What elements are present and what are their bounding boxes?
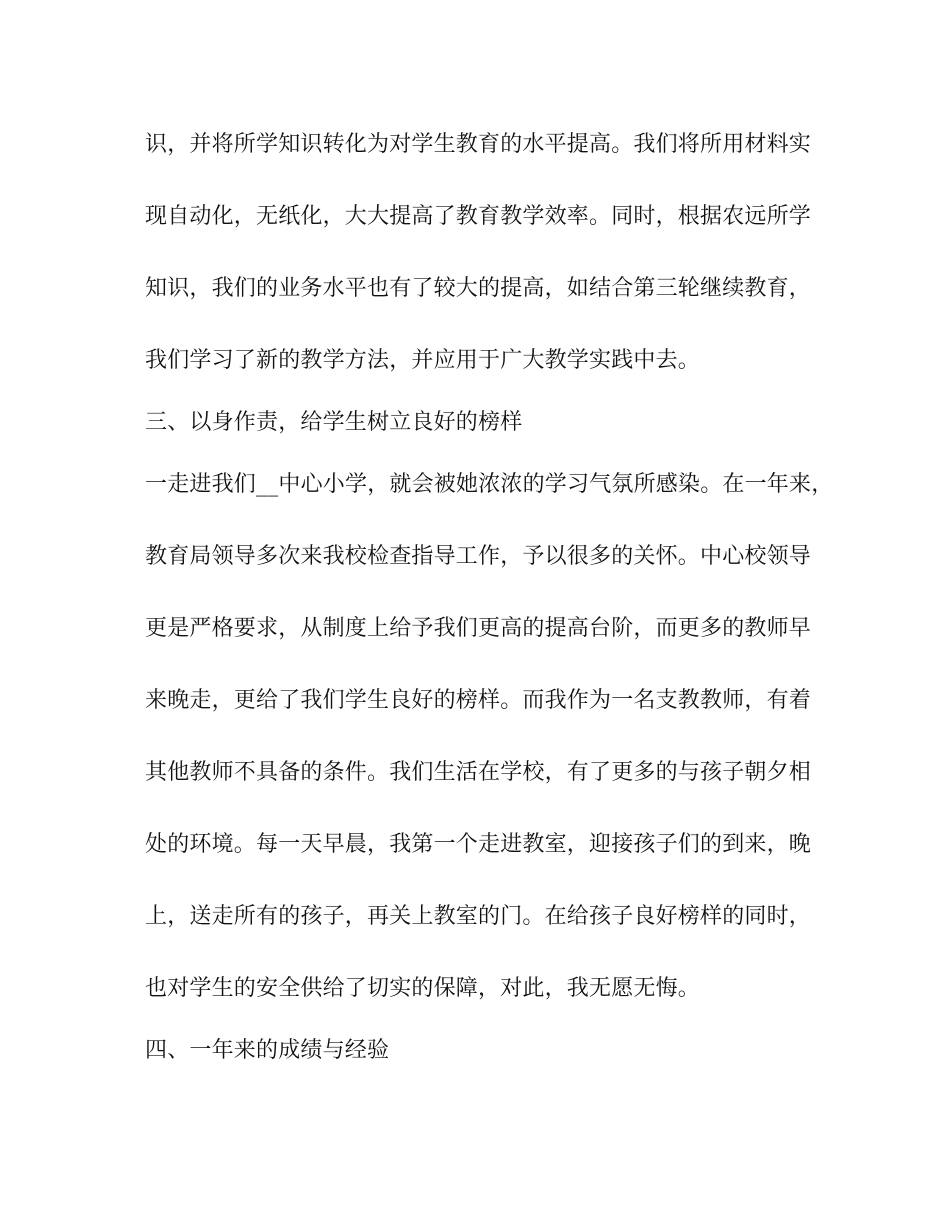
paragraph-line: 其他教师不具备的条件。我们生活在学校，有了更多的与孩子朝夕相 [145, 760, 812, 785]
paragraph-line: 更是严格要求，从制度上给予我们更高的提高台阶，而更多的教师早 [145, 616, 812, 641]
section-heading: 四、一年来的成绩与经验 [145, 1038, 390, 1063]
paragraph-line: 我们学习了新的教学方法，并应用于广大教学实践中去。 [145, 348, 701, 373]
paragraph-line: 知识，我们的业务水平也有了较大的提高，如结合第三轮继续教育， [145, 276, 812, 301]
paragraph-line: 处的环境。每一天早晨，我第一个走进教室，迎接孩子们的到来，晚 [145, 832, 812, 857]
paragraph-line: 也对学生的安全供给了切实的保障，对此，我无愿无悔。 [145, 976, 701, 1001]
paragraph-line: 教育局领导多次来我校检查指导工作，予以很多的关怀。中心校领导 [145, 544, 812, 569]
paragraph-line: 识，并将所学知识转化为对学生教育的水平提高。我们将所用材料实 [145, 132, 812, 157]
paragraph-line: 现自动化，无纸化，大大提高了教育教学效率。同时，根据农远所学 [145, 204, 812, 229]
paragraph-line: 一走进我们__中心小学，就会被她浓浓的学习气氛所感染。在一年来， [145, 472, 834, 497]
paragraph-line: 上，送走所有的孩子，再关上教室的门。在给孩子良好榜样的同时， [145, 904, 812, 929]
section-heading: 三、以身作责，给学生树立良好的榜样 [145, 410, 523, 435]
paragraph-line: 来晚走，更给了我们学生良好的榜样。而我作为一名支教教师，有着 [145, 688, 812, 713]
